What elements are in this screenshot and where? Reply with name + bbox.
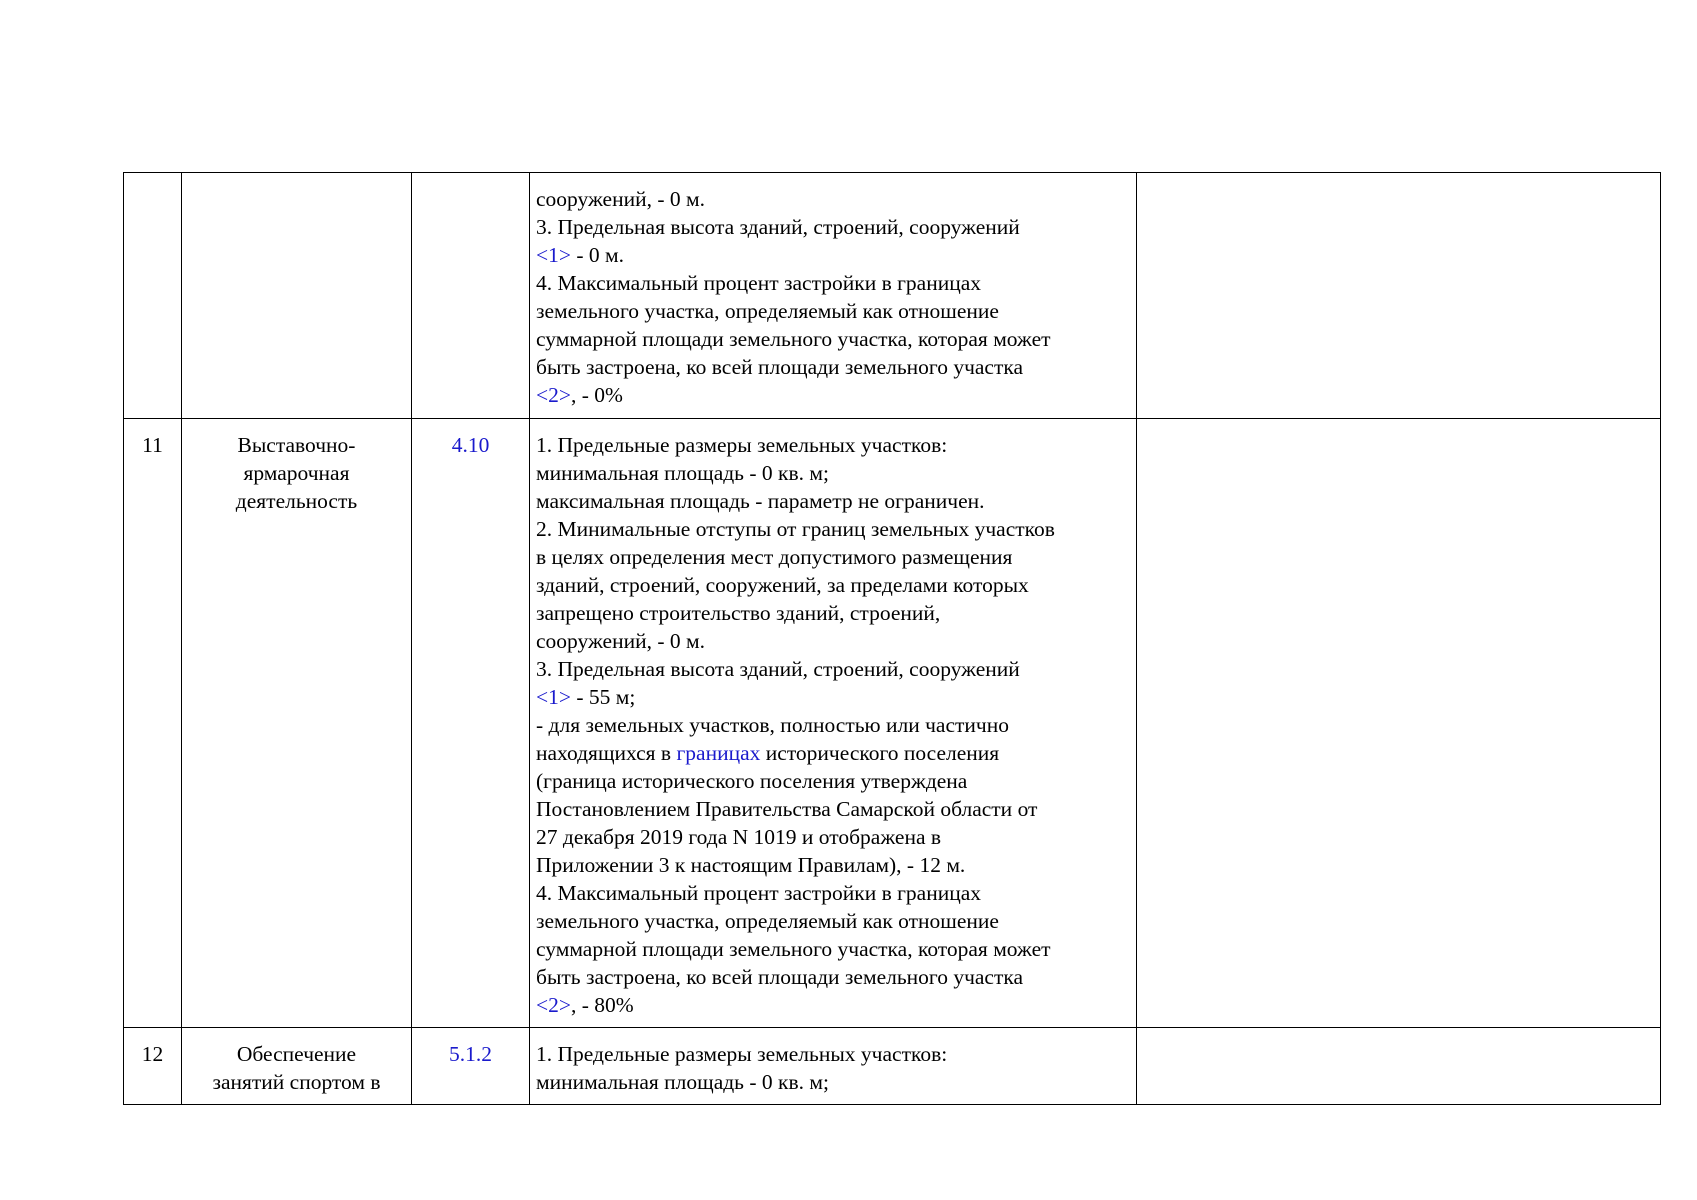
use-type-cell bbox=[182, 173, 412, 419]
table-row bbox=[124, 173, 1661, 419]
parameter-line bbox=[536, 851, 1128, 879]
parameter-text: зданий, строений, сооружений, за пределами которых bbox=[536, 573, 1029, 597]
parameter-text: сооружений, - 0 м. bbox=[536, 187, 705, 211]
zoning-parameters-table bbox=[123, 172, 1661, 1105]
use-type-line: деятельность bbox=[235, 489, 358, 513]
parameter-line bbox=[536, 1040, 1128, 1068]
parameter-text: 3. Предельная высота зданий, строений, сооружений bbox=[536, 215, 1020, 239]
parameters-cell bbox=[530, 419, 1137, 1028]
use-code-link[interactable]: 5.1.2 bbox=[449, 1042, 492, 1066]
use-type-cell bbox=[182, 419, 412, 1028]
use-type-name bbox=[182, 1028, 411, 1104]
use-code-cell bbox=[412, 1028, 530, 1105]
parameter-line bbox=[536, 431, 1128, 459]
parameter-line bbox=[536, 297, 1128, 325]
parameter-line bbox=[536, 381, 1128, 409]
use-code-cell bbox=[412, 173, 530, 419]
parameter-text: - 55 м; bbox=[571, 685, 636, 709]
parameter-line bbox=[536, 599, 1128, 627]
reference-link[interactable]: <2> bbox=[536, 993, 572, 1017]
table-row bbox=[124, 1028, 1661, 1105]
parameter-line bbox=[536, 487, 1128, 515]
parameter-text: земельного участка, определяемый как отношение bbox=[536, 299, 999, 323]
parameter-line bbox=[536, 907, 1128, 935]
use-code-link[interactable]: 4.10 bbox=[451, 433, 490, 457]
parameter-text: суммарной площади земельного участка, которая может bbox=[536, 937, 1051, 961]
empty-cell bbox=[1137, 419, 1661, 1028]
parameter-text: - для земельных участков, полностью или частично bbox=[536, 713, 1009, 737]
parameter-line bbox=[536, 325, 1128, 353]
parameter-text: исторического поселения bbox=[760, 741, 1000, 765]
table-body bbox=[124, 173, 1661, 1105]
parameter-text: максимальная площадь - параметр не ограничен. bbox=[536, 489, 985, 513]
parameter-text: Постановлением Правительства Самарской области от bbox=[536, 797, 1038, 821]
parameter-line bbox=[536, 711, 1128, 739]
use-type-line: Обеспечение bbox=[236, 1042, 357, 1066]
reference-link[interactable]: <1> bbox=[536, 243, 572, 267]
parameter-text: находящихся в bbox=[536, 741, 677, 765]
use-type-line: ярмарочная bbox=[243, 461, 350, 485]
parameter-line bbox=[536, 543, 1128, 571]
use-type-cell bbox=[182, 1028, 412, 1105]
parameter-text: 1. Предельные размеры земельных участков: bbox=[536, 1042, 948, 1066]
reference-link[interactable]: <1> bbox=[536, 685, 572, 709]
parameter-line bbox=[536, 1068, 1128, 1096]
parameter-line bbox=[536, 459, 1128, 487]
parameter-text: 2. Минимальные отступы от границ земельных участков bbox=[536, 517, 1055, 541]
parameter-line bbox=[536, 963, 1128, 991]
parameter-text: 4. Максимальный процент застройки в границах bbox=[536, 271, 982, 295]
empty-cell bbox=[1137, 1028, 1661, 1105]
empty-cell bbox=[1137, 173, 1661, 419]
parameter-line bbox=[536, 795, 1128, 823]
parameter-text: суммарной площади земельного участка, которая может bbox=[536, 327, 1051, 351]
use-code-cell bbox=[412, 419, 530, 1028]
parameter-text: минимальная площадь - 0 кв. м; bbox=[536, 461, 829, 485]
parameter-text: - 0 м. bbox=[571, 243, 625, 267]
row-number: 11 bbox=[142, 433, 163, 457]
parameter-line bbox=[536, 739, 1128, 767]
parameter-line bbox=[536, 213, 1128, 241]
parameter-line bbox=[536, 823, 1128, 851]
parameter-line bbox=[536, 571, 1128, 599]
use-type-line: Выставочно- bbox=[237, 433, 356, 457]
parameter-line bbox=[536, 353, 1128, 381]
parameter-text: в целях определения мест допустимого размещения bbox=[536, 545, 1013, 569]
reference-link[interactable]: границах bbox=[676, 741, 761, 765]
parameter-text: 3. Предельная высота зданий, строений, сооружений bbox=[536, 657, 1020, 681]
row-number-cell bbox=[124, 419, 182, 1028]
table-row bbox=[124, 419, 1661, 1028]
row-number-cell bbox=[124, 1028, 182, 1105]
parameter-text: запрещено строительство зданий, строений, bbox=[536, 601, 941, 625]
parameter-line bbox=[536, 879, 1128, 907]
parameter-line bbox=[536, 241, 1128, 269]
use-type-line: занятий спортом в bbox=[212, 1070, 381, 1094]
row-number-cell bbox=[124, 173, 182, 419]
use-type-name bbox=[182, 173, 411, 194]
row-number: 12 bbox=[141, 1042, 164, 1066]
parameter-line bbox=[536, 991, 1128, 1019]
parameter-text: 4. Максимальный процент застройки в границах bbox=[536, 881, 982, 905]
parameters-cell bbox=[530, 1028, 1137, 1105]
parameter-line bbox=[536, 269, 1128, 297]
parameters-text bbox=[530, 1028, 1136, 1104]
parameter-line bbox=[536, 935, 1128, 963]
parameters-cell bbox=[530, 173, 1137, 419]
parameter-line bbox=[536, 767, 1128, 795]
parameter-text: минимальная площадь - 0 кв. м; bbox=[536, 1070, 829, 1094]
parameter-line bbox=[536, 655, 1128, 683]
reference-link[interactable]: <2> bbox=[536, 383, 572, 407]
parameter-text: Приложении 3 к настоящим Правилам), - 12 м. bbox=[536, 853, 966, 877]
parameter-text: быть застроена, ко всей площади земельного участка bbox=[536, 355, 1024, 379]
parameter-text: 1. Предельные размеры земельных участков: bbox=[536, 433, 948, 457]
parameter-text: сооружений, - 0 м. bbox=[536, 629, 705, 653]
use-type-name bbox=[182, 419, 411, 523]
parameter-text: , - 0% bbox=[571, 383, 623, 407]
parameter-text: 27 декабря 2019 года N 1019 и отображена в bbox=[536, 825, 942, 849]
parameters-text bbox=[530, 173, 1136, 418]
parameter-line bbox=[536, 627, 1128, 655]
parameter-line bbox=[536, 515, 1128, 543]
parameter-text: земельного участка, определяемый как отношение bbox=[536, 909, 999, 933]
parameter-line bbox=[536, 683, 1128, 711]
parameter-line bbox=[536, 185, 1128, 213]
parameter-text: быть застроена, ко всей площади земельного участка bbox=[536, 965, 1024, 989]
parameter-text: (граница исторического поселения утверждена bbox=[536, 769, 968, 793]
parameters-text bbox=[530, 419, 1136, 1027]
parameter-text: , - 80% bbox=[571, 993, 634, 1017]
